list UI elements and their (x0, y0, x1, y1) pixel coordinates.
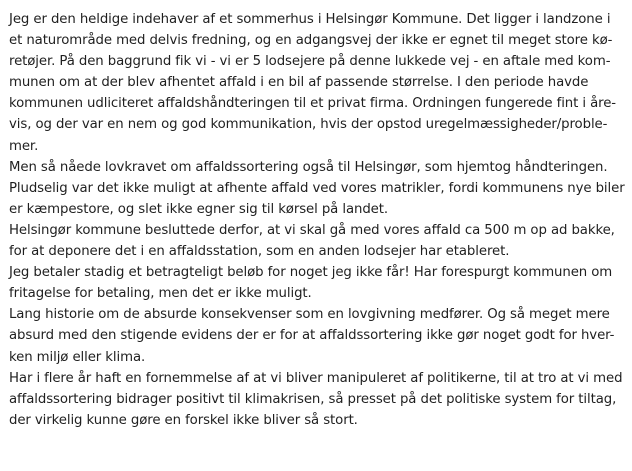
text-line: munen om at der blev afhentet affald i en bil af passende størrelse. I den periode havde (9, 75, 589, 91)
text-line: mer. (9, 138, 39, 154)
text-line: et naturområde med delvis fredning, og en adgangsvej der ikke er egnet til meget store kø- (9, 33, 613, 49)
text-line: Pludselig var det ikke muligt at afhente affald ved vores matrikler, fordi kommunens nye biler (9, 180, 625, 196)
text-line: fritagelse for betaling, men det er ikke muligt. (9, 286, 312, 302)
text-line: absurd med den stigende evidens der er for at affaldssortering ikke gør noget godt for hver- (9, 328, 615, 344)
text-line: der virkelig kunne gøre en forskel ikke bliver så stort. (9, 412, 358, 428)
text-line: Lang historie om de absurde konsekvenser som en lovgivning medfører. Og så meget mere (9, 307, 610, 323)
text-line: vis, og der var en nem og god kommunikation, hvis der opstod uregelmæssigheder/proble- (9, 117, 608, 133)
text-line: Jeg er den heldige indehaver af et sommerhus i Helsingør Kommune. Det ligger i landzone i (9, 12, 611, 27)
text-line: affaldssortering bidrager positivt til klimakrisen, så presset på det politiske system for tiltag, (9, 391, 617, 407)
text-line: ken miljø eller klima. (9, 349, 146, 365)
text-line: retøjer. På den baggrund fik vi - vi er 5 lodsejere på denne lukkede vej - en aftale med kom- (9, 54, 611, 70)
text-line: er kæmpestore, og slet ikke egner sig til kørsel på landet. (9, 201, 388, 217)
text-line: Jeg betaler stadig et betragteligt beløb for noget jeg ikke får! Har forespurgt kommunen om (9, 265, 613, 281)
text-line: kommunen udliciteret affaldshåndteringen til et privat firma. Ordningen fungerede fint i åre- (9, 96, 616, 112)
text-line: for at deponere det i en affaldsstation, som en anden lodsejer har etableret. (9, 244, 510, 260)
text-line: Har i flere år haft en fornemmelse af at vi bliver manipuleret af politikerne, til at tro at vi med (9, 370, 623, 386)
text-line: Helsingør kommune besluttede derfor, at vi skal gå med vores affald ca 500 m op ad bakke, (9, 222, 615, 238)
text-line: Men så nåede lovkravet om affaldssortering også til Helsingør, som hjemtog håndteringen. (9, 159, 608, 175)
